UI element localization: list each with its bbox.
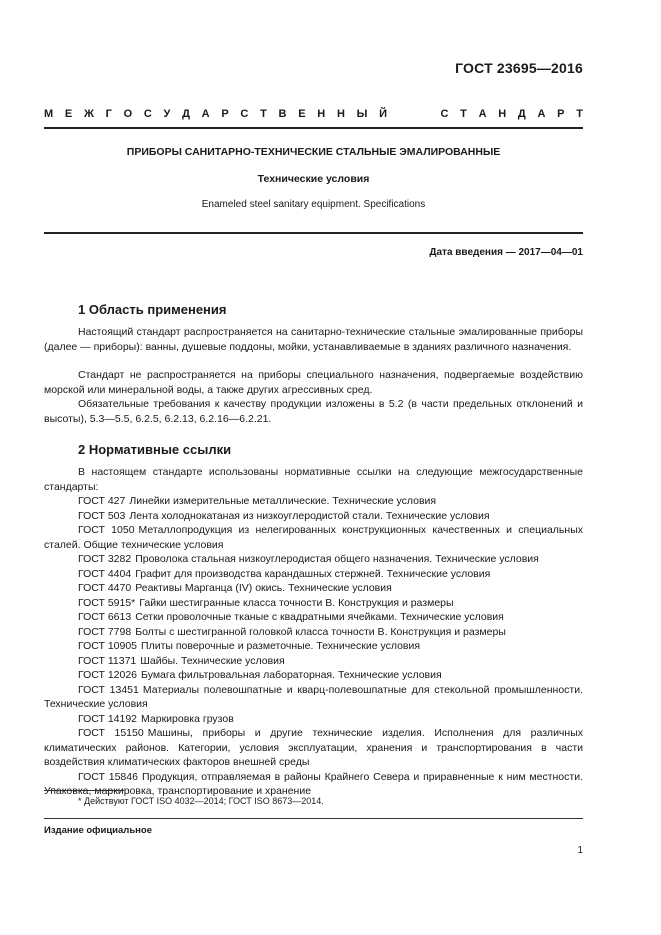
banner-letter: В [278, 108, 287, 120]
reference-item [44, 581, 583, 596]
reference-code: ГОСТ 15846 [78, 770, 138, 783]
reference-item [44, 683, 583, 712]
reference-item [44, 567, 583, 582]
reference-entry [44, 509, 490, 524]
reference-entry [44, 668, 442, 683]
reference-title: Материалы полевошпатные и кварц-полевошпатные для стекольной промышленности. Технические условия [44, 683, 583, 710]
reference-entry [44, 494, 436, 509]
banner-letter: М [44, 108, 54, 120]
banner-letter: Ы [356, 108, 368, 120]
introduction-date: Дата введения — 2017—04—01 [429, 247, 583, 258]
reference-code: ГОСТ 5915* [78, 596, 136, 609]
reference-entry [44, 523, 583, 552]
reference-code: ГОСТ 15150 [78, 727, 144, 739]
section-1-paragraph: Настоящий стандарт распространяется на санитарно-технические стальные эмалированные приборы (далее — приборы): ванны, душевые поддоны, мойки, устанавливаемые в зданиях различного назначения. [44, 326, 583, 353]
reference-entry [44, 625, 506, 640]
banner-letter: А [201, 108, 210, 120]
reference-title: Бумага фильтровальная лабораторная. Технические условия [141, 669, 442, 681]
reference-item [44, 770, 583, 799]
reference-entry [44, 654, 285, 669]
reference-code: ГОСТ 10905 [78, 640, 138, 652]
banner-letter: Й [379, 108, 388, 120]
reference-entry [44, 567, 490, 582]
banner-letter: Е [64, 108, 73, 120]
footnote: * Действуют ГОСТ ISO 4032—2014; ГОСТ ISO 8673—2014. [78, 796, 324, 806]
reference-entry [44, 770, 583, 799]
footer-divider [44, 818, 583, 819]
banner-letter: Д [182, 108, 190, 120]
reference-code: ГОСТ 6613 [78, 611, 132, 623]
top-divider [44, 127, 583, 129]
reference-title: Проволока стальная низкоуглеродистая общего назначения. Технические условия [135, 553, 539, 565]
reference-item [44, 712, 583, 727]
reference-title: Сетки проволочные тканые с квадратными ячейками. Технические условия [135, 611, 504, 623]
reference-entry [44, 610, 504, 625]
page-number: 1 [577, 845, 583, 856]
reference-title: Маркировка грузов [141, 712, 234, 725]
reference-code: ГОСТ 12026 [78, 669, 138, 681]
reference-item [44, 523, 583, 552]
banner-letter: Г [105, 108, 112, 120]
reference-entry [44, 552, 539, 567]
reference-item [44, 494, 583, 509]
reference-title: Продукция, отправляемая в районы Крайнего Севера и приравненные к ним местности. Упаковка, маркировка, транспортирование и хранение [44, 770, 583, 797]
reference-entry [44, 683, 583, 712]
reference-code: ГОСТ 13451 [78, 683, 139, 696]
official-edition-label: Издание официальное [44, 825, 152, 836]
banner-letter: А [478, 108, 487, 120]
banner-letter: Ж [83, 108, 94, 120]
reference-item [44, 596, 583, 611]
reference-item [44, 509, 583, 524]
reference-item [44, 639, 583, 654]
reference-item [44, 610, 583, 625]
reference-title: Металлопродукция из нелегированных конструкционных качественных и специальных сталей. Общие технические условия [44, 524, 583, 551]
reference-item [44, 726, 583, 770]
reference-entry [44, 712, 234, 727]
reference-entry [44, 596, 454, 611]
reference-code: ГОСТ 11371 [78, 654, 137, 667]
banner-letter: Н [498, 108, 507, 120]
section-1-paragraph: Стандарт не распространяется на приборы специального назначения, подвергаемые воздействию морской или минеральной воды, а также других агрессивных сред. [44, 369, 583, 396]
banner-letter: Н [336, 108, 345, 120]
references-intro: В настоящем стандарте использованы нормативные ссылки на следующие межгосударственные стандарты: [44, 466, 583, 493]
banner-letter: Н [317, 108, 326, 120]
interstate-standard-banner [44, 108, 583, 120]
banner-letter: С [240, 108, 249, 120]
reference-code: ГОСТ 3282 [78, 553, 132, 565]
reference-entry [44, 639, 420, 654]
reference-item [44, 552, 583, 567]
references-block [44, 465, 583, 799]
standard-number: ГОСТ 23695—2016 [455, 60, 583, 76]
section-1-heading: 1 Область применения [78, 302, 227, 317]
reference-title: Гайки шестигранные класса точности В. Конструкция и размеры [139, 596, 454, 609]
reference-code: ГОСТ 4404 [78, 567, 132, 580]
banner-letter: О [123, 108, 133, 120]
reference-code: ГОСТ 503 [78, 509, 126, 522]
reference-code: ГОСТ 4470 [78, 582, 132, 594]
reference-title: Лента холоднокатаная из низкоуглеродистой стали. Технические условия [129, 509, 490, 522]
reference-title: Линейки измерительные металлические. Технические условия [129, 495, 437, 507]
banner-letter: Р [221, 108, 229, 120]
reference-code: ГОСТ 427 [78, 495, 126, 507]
reference-code: ГОСТ 7798 [78, 625, 132, 638]
banner-letter: Е [298, 108, 306, 120]
reference-title: Машины, приборы и другие технические изделия. Исполнения для различных климатических районов. Категории, условия эксплуатации, хранения и транспортирования в части воздействия климатических факторов внешней среды [44, 727, 583, 768]
reference-item [44, 625, 583, 640]
reference-entry [44, 726, 583, 770]
english-title: Enameled steel sanitary equipment. Specifications [201, 199, 426, 210]
banner-letter: Т [576, 108, 583, 120]
reference-title: Графит для производства карандашных стержней. Технические условия [135, 567, 491, 580]
banner-letter: Т [260, 108, 267, 120]
title-divider [44, 232, 583, 234]
banner-letter: С [440, 108, 449, 120]
banner-word-gap [399, 108, 429, 120]
reference-item [44, 654, 583, 669]
reference-code: ГОСТ 14192 [78, 712, 138, 725]
banner-letter: У [163, 108, 171, 120]
banner-letter: С [143, 108, 152, 120]
footnote-divider [44, 790, 124, 791]
reference-item [44, 668, 583, 683]
banner-letter: А [537, 108, 546, 120]
banner-letter: Т [460, 108, 467, 120]
document-subtitle: Технические условия [257, 173, 370, 185]
banner-letter: Р [557, 108, 565, 120]
section-1-paragraph: Обязательные требования к качеству продукции изложены в 5.2 (в части предельных отклонений и высоты), 5.3—5.5, 6.2.5, 6.2.13, 6.2.16—6.2.21. [44, 398, 583, 425]
reference-title: Болты с шестигранной головкой класса точности В. Конструкция и размеры [135, 625, 506, 638]
reference-code: ГОСТ 1050 [78, 524, 135, 536]
reference-title: Реактивы Марганца (IV) окись. Технические условия [135, 582, 392, 594]
references-list [44, 494, 583, 799]
reference-entry [44, 581, 392, 596]
document-title: ПРИБОРЫ САНИТАРНО-ТЕХНИЧЕСКИЕ СТАЛЬНЫЕ ЭМАЛИРОВАННЫЕ [126, 146, 501, 158]
reference-title: Шайбы. Технические условия [140, 654, 285, 667]
section-2-heading: 2 Нормативные ссылки [78, 442, 232, 457]
banner-letter: Д [517, 108, 526, 120]
reference-title: Плиты поверочные и разметочные. Технические условия [141, 640, 421, 652]
